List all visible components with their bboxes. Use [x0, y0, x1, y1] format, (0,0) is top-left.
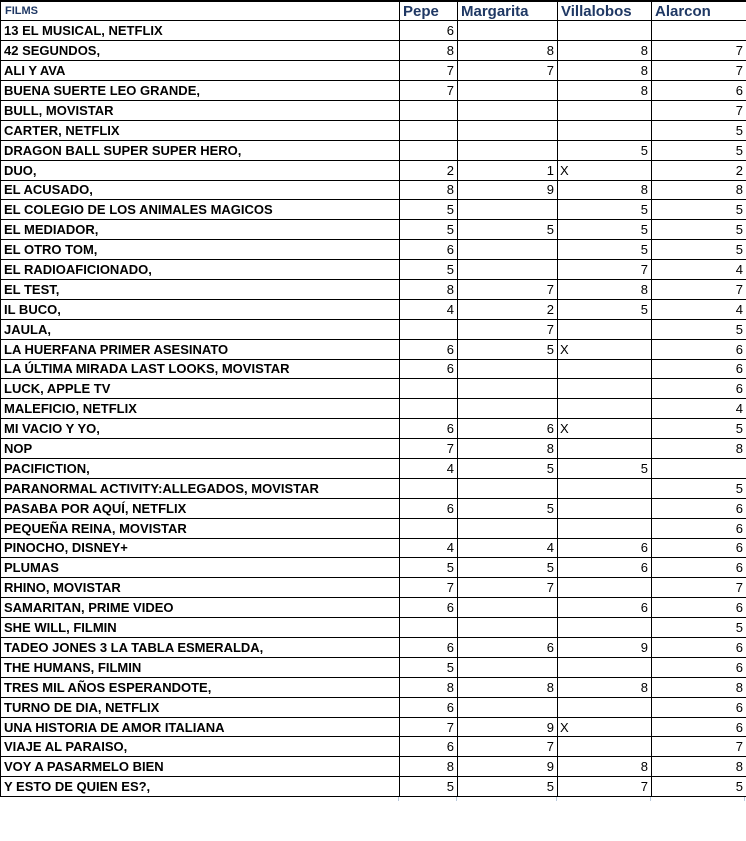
film-row: [1, 120, 746, 140]
rating-cell[interactable]: 6: [400, 240, 458, 260]
rating-cell[interactable]: 9: [458, 757, 558, 777]
rating-cell[interactable]: [458, 200, 558, 220]
rating-cell[interactable]: [458, 399, 558, 419]
film-row: [1, 518, 746, 538]
rating-cell[interactable]: 5: [458, 498, 558, 518]
rating-cell[interactable]: 8: [400, 677, 458, 697]
film-row: [1, 657, 746, 677]
film-title-cell[interactable]: LUCK, APPLE TV: [1, 379, 400, 399]
rating-cell[interactable]: X: [558, 160, 652, 180]
rating-cell[interactable]: 8: [400, 41, 458, 61]
rating-cell[interactable]: [558, 657, 652, 677]
rating-cell[interactable]: 7: [458, 319, 558, 339]
rating-cell[interactable]: 7: [558, 777, 652, 797]
rating-cell[interactable]: 4: [400, 538, 458, 558]
film-title-cell[interactable]: DUO,: [1, 160, 400, 180]
rating-cell[interactable]: 5: [400, 777, 458, 797]
rating-cell[interactable]: 6: [652, 359, 746, 379]
rating-cell[interactable]: 7: [400, 578, 458, 598]
rating-cell[interactable]: [458, 697, 558, 717]
rating-cell[interactable]: 6: [652, 697, 746, 717]
gridline-stub: [744, 797, 745, 801]
film-title-cell[interactable]: SHE WILL, FILMIN: [1, 618, 400, 638]
film-title-cell[interactable]: SAMARITAN, PRIME VIDEO: [1, 598, 400, 618]
rating-cell[interactable]: [400, 478, 458, 498]
rating-cell[interactable]: 5: [652, 200, 746, 220]
film-row: [1, 578, 746, 598]
rating-cell[interactable]: 5: [400, 220, 458, 240]
rating-cell[interactable]: 4: [400, 299, 458, 319]
film-row: [1, 41, 746, 61]
film-row: [1, 61, 746, 81]
rating-cell[interactable]: 6: [652, 518, 746, 538]
rating-cell[interactable]: 5: [558, 200, 652, 220]
rating-cell[interactable]: 6: [558, 558, 652, 578]
rating-cell[interactable]: [558, 518, 652, 538]
film-title-cell[interactable]: DRAGON BALL SUPER SUPER HERO,: [1, 140, 400, 160]
rater-column-header-pepe[interactable]: Pepe: [400, 1, 458, 21]
rating-cell[interactable]: [458, 359, 558, 379]
rating-cell[interactable]: 6: [400, 737, 458, 757]
film-row: [1, 81, 746, 101]
film-title-cell[interactable]: VOY A PASARMELO BIEN: [1, 757, 400, 777]
rating-cell[interactable]: [400, 379, 458, 399]
rating-cell[interactable]: 5: [558, 220, 652, 240]
film-row: [1, 359, 746, 379]
rating-cell[interactable]: [558, 359, 652, 379]
rating-cell[interactable]: [558, 697, 652, 717]
rating-cell[interactable]: 8: [558, 677, 652, 697]
film-row: [1, 697, 746, 717]
rating-cell[interactable]: 4: [652, 299, 746, 319]
rating-cell[interactable]: [458, 657, 558, 677]
film-title-cell[interactable]: ALI Y AVA: [1, 61, 400, 81]
film-title-cell[interactable]: Y ESTO DE QUIEN ES?,: [1, 777, 400, 797]
film-title-cell[interactable]: TADEO JONES 3 LA TABLA ESMERALDA,: [1, 638, 400, 658]
film-title-cell[interactable]: UNA HISTORIA DE AMOR ITALIANA: [1, 717, 400, 737]
rating-cell[interactable]: 5: [458, 339, 558, 359]
rating-cell[interactable]: 6: [400, 638, 458, 658]
rating-cell[interactable]: 6: [558, 598, 652, 618]
rating-cell[interactable]: 8: [400, 180, 458, 200]
rating-cell[interactable]: [400, 120, 458, 140]
rating-cell[interactable]: 8: [558, 180, 652, 200]
film-row: [1, 399, 746, 419]
film-row: [1, 21, 746, 41]
film-row: [1, 240, 746, 260]
rating-cell[interactable]: X: [558, 717, 652, 737]
rating-cell[interactable]: 2: [652, 160, 746, 180]
film-title-cell[interactable]: MI VACIO Y YO,: [1, 419, 400, 439]
film-row: [1, 100, 746, 120]
film-row: [1, 339, 746, 359]
rating-cell[interactable]: [558, 618, 652, 638]
film-title-cell[interactable]: NOP: [1, 439, 400, 459]
rating-cell[interactable]: X: [558, 419, 652, 439]
rater-column-header-villalobos[interactable]: Villalobos: [558, 1, 652, 21]
rating-cell[interactable]: 7: [458, 61, 558, 81]
rater-column-header-alarcon[interactable]: Alarcon: [652, 1, 746, 21]
film-title-cell[interactable]: 42 SEGUNDOS,: [1, 41, 400, 61]
rating-cell[interactable]: 7: [652, 41, 746, 61]
rater-column-header-margarita[interactable]: Margarita: [458, 1, 558, 21]
film-title-cell[interactable]: LA HUERFANA PRIMER ASESINATO: [1, 339, 400, 359]
rating-cell[interactable]: 8: [558, 81, 652, 101]
rating-cell[interactable]: [458, 598, 558, 618]
rating-cell[interactable]: 7: [458, 279, 558, 299]
film-title-cell[interactable]: EL ACUSADO,: [1, 180, 400, 200]
film-row: [1, 598, 746, 618]
film-title-cell[interactable]: EL COLEGIO DE LOS ANIMALES MAGICOS: [1, 200, 400, 220]
rating-cell[interactable]: 6: [400, 359, 458, 379]
film-row: [1, 618, 746, 638]
rating-cell[interactable]: 6: [400, 21, 458, 41]
film-row: [1, 558, 746, 578]
rating-cell[interactable]: 5: [458, 458, 558, 478]
film-title-cell[interactable]: 13 EL MUSICAL, NETFLIX: [1, 21, 400, 41]
rating-cell[interactable]: [652, 458, 746, 478]
rating-cell[interactable]: 8: [558, 279, 652, 299]
film-row: [1, 498, 746, 518]
rating-cell[interactable]: 5: [558, 299, 652, 319]
rating-cell[interactable]: 6: [400, 419, 458, 439]
film-title-cell[interactable]: PEQUEÑA REINA, MOVISTAR: [1, 518, 400, 538]
rating-cell[interactable]: [652, 21, 746, 41]
rating-cell[interactable]: 6: [652, 339, 746, 359]
rating-cell[interactable]: 5: [558, 458, 652, 478]
rating-cell[interactable]: 7: [458, 737, 558, 757]
rating-cell[interactable]: X: [558, 339, 652, 359]
rating-cell[interactable]: 5: [400, 558, 458, 578]
film-row: [1, 777, 746, 797]
film-title-cell[interactable]: PARANORMAL ACTIVITY:ALLEGADOS, MOVISTAR: [1, 478, 400, 498]
rating-cell[interactable]: 5: [558, 140, 652, 160]
rating-cell[interactable]: 6: [652, 498, 746, 518]
rating-cell[interactable]: [558, 578, 652, 598]
film-row: [1, 180, 746, 200]
film-title-cell[interactable]: TURNO DE DIA, NETFLIX: [1, 697, 400, 717]
rating-cell[interactable]: 7: [652, 737, 746, 757]
rating-cell[interactable]: 7: [400, 61, 458, 81]
rating-cell[interactable]: 6: [652, 598, 746, 618]
rating-cell[interactable]: 5: [458, 220, 558, 240]
rating-cell[interactable]: 7: [458, 578, 558, 598]
rating-cell[interactable]: [458, 21, 558, 41]
film-title-cell[interactable]: LA ÚLTIMA MIRADA LAST LOOKS, MOVISTAR: [1, 359, 400, 379]
rating-cell[interactable]: [400, 399, 458, 419]
rating-cell[interactable]: 5: [652, 120, 746, 140]
rating-cell[interactable]: [400, 100, 458, 120]
film-title-cell[interactable]: CARTER, NETFLIX: [1, 120, 400, 140]
rating-cell[interactable]: 8: [558, 41, 652, 61]
rating-cell[interactable]: 5: [652, 220, 746, 240]
rating-cell[interactable]: 9: [558, 638, 652, 658]
rating-cell[interactable]: 5: [458, 558, 558, 578]
rating-cell[interactable]: 6: [652, 638, 746, 658]
rating-cell[interactable]: 6: [652, 379, 746, 399]
rating-cell[interactable]: 8: [400, 757, 458, 777]
film-title-cell[interactable]: EL OTRO TOM,: [1, 240, 400, 260]
rating-cell[interactable]: 5: [400, 260, 458, 280]
rating-cell[interactable]: 5: [400, 657, 458, 677]
rating-cell[interactable]: 8: [558, 61, 652, 81]
rating-cell[interactable]: [458, 100, 558, 120]
rating-cell[interactable]: 5: [652, 618, 746, 638]
rating-cell[interactable]: 8: [458, 677, 558, 697]
film-title-cell[interactable]: EL MEDIADOR,: [1, 220, 400, 240]
film-title-cell[interactable]: TRES MIL AÑOS ESPERANDOTE,: [1, 677, 400, 697]
film-row: [1, 379, 746, 399]
gridline-stub: [398, 797, 399, 801]
rating-cell[interactable]: 8: [652, 439, 746, 459]
film-title-cell[interactable]: JAULA,: [1, 319, 400, 339]
film-title-cell[interactable]: PASABA POR AQUÍ, NETFLIX: [1, 498, 400, 518]
rating-cell[interactable]: 5: [458, 777, 558, 797]
film-title-cell[interactable]: MALEFICIO, NETFLIX: [1, 399, 400, 419]
film-title-cell[interactable]: BULL, MOVISTAR: [1, 100, 400, 120]
film-row: [1, 200, 746, 220]
rating-cell[interactable]: 6: [652, 717, 746, 737]
rating-cell[interactable]: 8: [400, 279, 458, 299]
header-row: [1, 1, 746, 21]
rating-cell[interactable]: 6: [400, 339, 458, 359]
rating-cell[interactable]: 5: [652, 319, 746, 339]
rating-cell[interactable]: 6: [400, 498, 458, 518]
rating-cell[interactable]: 9: [458, 180, 558, 200]
rating-cell[interactable]: 2: [458, 299, 558, 319]
gridline-stub: [556, 797, 557, 801]
film-row: [1, 140, 746, 160]
rating-cell[interactable]: [400, 319, 458, 339]
film-title-cell[interactable]: THE HUMANS, FILMIN: [1, 657, 400, 677]
rating-cell[interactable]: 2: [400, 160, 458, 180]
film-row: [1, 538, 746, 558]
rating-cell[interactable]: 6: [400, 697, 458, 717]
rating-cell[interactable]: 5: [652, 240, 746, 260]
rating-cell[interactable]: 7: [400, 81, 458, 101]
film-title-cell[interactable]: PINOCHO, DISNEY+: [1, 538, 400, 558]
rating-cell[interactable]: [458, 81, 558, 101]
film-row: [1, 737, 746, 757]
rating-cell[interactable]: 6: [400, 598, 458, 618]
rating-cell[interactable]: 5: [652, 777, 746, 797]
rating-cell[interactable]: [400, 518, 458, 538]
rating-cell[interactable]: 4: [652, 260, 746, 280]
rating-cell[interactable]: 8: [458, 439, 558, 459]
film-row: [1, 677, 746, 697]
rating-cell[interactable]: 8: [652, 757, 746, 777]
rating-cell[interactable]: [558, 21, 652, 41]
rating-cell[interactable]: 4: [458, 538, 558, 558]
rating-cell[interactable]: [458, 478, 558, 498]
film-title-cell[interactable]: IL BUCO,: [1, 299, 400, 319]
rating-cell[interactable]: [558, 120, 652, 140]
rating-cell[interactable]: 5: [652, 419, 746, 439]
rating-cell[interactable]: 5: [652, 140, 746, 160]
rating-cell[interactable]: [458, 518, 558, 538]
film-row: [1, 717, 746, 737]
rating-cell[interactable]: 7: [652, 61, 746, 81]
rating-cell[interactable]: 6: [458, 638, 558, 658]
rating-cell[interactable]: 8: [652, 677, 746, 697]
film-title-cell[interactable]: RHINO, MOVISTAR: [1, 578, 400, 598]
rating-cell[interactable]: 5: [558, 240, 652, 260]
film-title-cell[interactable]: VIAJE AL PARAISO,: [1, 737, 400, 757]
film-title-cell[interactable]: BUENA SUERTE LEO GRANDE,: [1, 81, 400, 101]
rating-cell[interactable]: [558, 737, 652, 757]
film-title-cell[interactable]: EL RADIOAFICIONADO,: [1, 260, 400, 280]
film-row: [1, 260, 746, 280]
film-row: [1, 439, 746, 459]
rating-cell[interactable]: 8: [558, 757, 652, 777]
rating-cell[interactable]: [458, 260, 558, 280]
rating-cell[interactable]: [458, 240, 558, 260]
rating-cell[interactable]: [458, 618, 558, 638]
rating-cell[interactable]: 7: [652, 100, 746, 120]
rating-cell[interactable]: 4: [652, 399, 746, 419]
rating-cell[interactable]: 6: [458, 419, 558, 439]
gridline-stub: [650, 797, 651, 801]
rating-cell[interactable]: 7: [652, 279, 746, 299]
film-title-cell[interactable]: EL TEST,: [1, 279, 400, 299]
rating-cell[interactable]: [458, 140, 558, 160]
rating-cell[interactable]: 5: [400, 200, 458, 220]
films-column-header[interactable]: FILMS: [1, 1, 400, 21]
rating-cell[interactable]: [458, 120, 558, 140]
film-row: [1, 638, 746, 658]
film-title-cell[interactable]: PACIFICTION,: [1, 458, 400, 478]
film-row: [1, 458, 746, 478]
rating-cell[interactable]: 7: [652, 578, 746, 598]
rating-cell[interactable]: 5: [652, 478, 746, 498]
rating-cell[interactable]: 7: [400, 439, 458, 459]
rating-cell[interactable]: 6: [652, 538, 746, 558]
rating-cell[interactable]: [558, 379, 652, 399]
rating-cell[interactable]: 6: [652, 81, 746, 101]
rating-cell[interactable]: [558, 498, 652, 518]
rating-cell[interactable]: 7: [558, 260, 652, 280]
film-row: [1, 299, 746, 319]
film-row: [1, 160, 746, 180]
film-row: [1, 419, 746, 439]
film-title-cell[interactable]: PLUMAS: [1, 558, 400, 578]
next-row-gridline-stubs: [0, 797, 746, 802]
rating-cell[interactable]: [400, 618, 458, 638]
rating-cell[interactable]: [458, 379, 558, 399]
rating-cell[interactable]: 6: [652, 657, 746, 677]
film-row: [1, 319, 746, 339]
film-row: [1, 757, 746, 777]
rating-cell[interactable]: [558, 319, 652, 339]
film-row: [1, 220, 746, 240]
rating-cell[interactable]: [558, 399, 652, 419]
film-row: [1, 279, 746, 299]
rating-cell[interactable]: [558, 439, 652, 459]
rating-cell[interactable]: 1: [458, 160, 558, 180]
gridline-stub: [456, 797, 457, 801]
rating-cell[interactable]: [558, 478, 652, 498]
rating-cell[interactable]: 8: [652, 180, 746, 200]
rating-cell[interactable]: 4: [400, 458, 458, 478]
rating-cell[interactable]: 7: [400, 717, 458, 737]
film-row: [1, 478, 746, 498]
rating-cell[interactable]: [558, 100, 652, 120]
rating-cell[interactable]: [400, 140, 458, 160]
rating-cell[interactable]: 8: [458, 41, 558, 61]
rating-cell[interactable]: 9: [458, 717, 558, 737]
rating-cell[interactable]: 6: [652, 558, 746, 578]
rating-cell[interactable]: 6: [558, 538, 652, 558]
